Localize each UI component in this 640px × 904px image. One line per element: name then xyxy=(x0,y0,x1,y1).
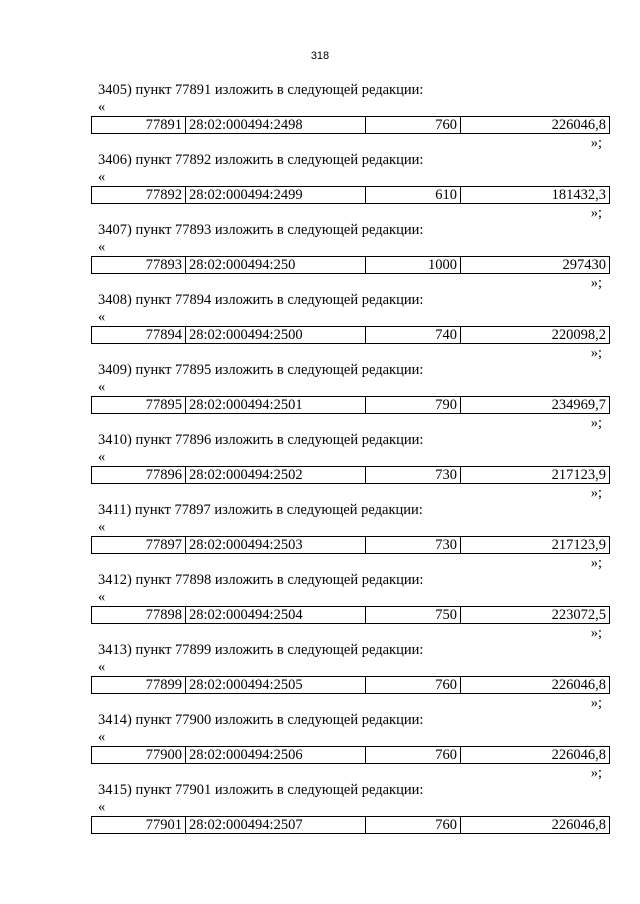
amendment-instruction: 3405) пункт 77891 изложить в следующей редакции: xyxy=(98,82,424,98)
table-row xyxy=(91,816,610,834)
cadastral-number-cell: 28:02:000494:2498 xyxy=(186,117,366,133)
table-row xyxy=(91,746,610,764)
item-number-cell: 77896 xyxy=(92,467,186,483)
opening-quote: « xyxy=(98,99,106,115)
amendment-entry xyxy=(0,81,640,151)
table-row xyxy=(91,536,610,554)
table-row xyxy=(91,606,610,624)
item-number-cell: 77901 xyxy=(92,817,186,833)
item-number-cell: 77892 xyxy=(92,187,186,203)
amendment-entry xyxy=(0,641,640,711)
amendment-instruction: 3415) пункт 77901 изложить в следующей редакции: xyxy=(98,782,424,798)
amendment-instruction: 3408) пункт 77894 изложить в следующей редакции: xyxy=(98,292,424,308)
value-cell: 217123,9 xyxy=(551,467,606,483)
item-number-cell: 77899 xyxy=(92,677,186,693)
closing-quote: »; xyxy=(590,345,602,361)
value-cell: 181432,3 xyxy=(551,187,606,203)
amendment-instruction: 3410) пункт 77896 изложить в следующей редакции: xyxy=(98,432,424,448)
amendment-entry xyxy=(0,151,640,221)
closing-quote: »; xyxy=(590,415,602,431)
cadastral-number-cell: 28:02:000494:2507 xyxy=(186,817,366,833)
value-cell: 226046,8 xyxy=(551,117,606,133)
cadastral-number-cell: 28:02:000494:2506 xyxy=(186,747,366,763)
amendment-entry xyxy=(0,431,640,501)
opening-quote: « xyxy=(98,799,106,815)
cadastral-number-cell: 28:02:000494:2499 xyxy=(186,187,366,203)
table-row xyxy=(91,676,610,694)
table-row xyxy=(91,256,610,274)
area-cell: 740 xyxy=(366,327,461,343)
table-row xyxy=(91,396,610,414)
value-cell: 234969,7 xyxy=(551,397,606,413)
table-row xyxy=(91,116,610,134)
page-number: 318 xyxy=(310,50,330,62)
item-number-cell: 77900 xyxy=(92,747,186,763)
value-cell: 217123,9 xyxy=(551,537,606,553)
amendment-entry xyxy=(0,501,640,571)
item-number-cell: 77894 xyxy=(92,327,186,343)
cadastral-number-cell: 28:02:000494:2505 xyxy=(186,677,366,693)
opening-quote: « xyxy=(98,449,106,465)
value-cell: 220098,2 xyxy=(551,327,606,343)
opening-quote: « xyxy=(98,379,106,395)
value-cell: 223072,5 xyxy=(551,607,606,623)
area-cell: 730 xyxy=(366,467,461,483)
cadastral-number-cell: 28:02:000494:2504 xyxy=(186,607,366,623)
area-cell: 760 xyxy=(366,117,461,133)
area-cell: 610 xyxy=(366,187,461,203)
opening-quote: « xyxy=(98,239,106,255)
amendment-entry xyxy=(0,571,640,641)
cadastral-number-cell: 28:02:000494:2502 xyxy=(186,467,366,483)
value-cell: 226046,8 xyxy=(551,817,606,833)
closing-quote: »; xyxy=(590,625,602,641)
amendment-instruction: 3414) пункт 77900 изложить в следующей редакции: xyxy=(98,712,424,728)
amendment-instruction: 3413) пункт 77899 изложить в следующей редакции: xyxy=(98,642,424,658)
area-cell: 790 xyxy=(366,397,461,413)
closing-quote: »; xyxy=(590,765,602,781)
area-cell: 760 xyxy=(366,817,461,833)
amendment-instruction: 3409) пункт 77895 изложить в следующей редакции: xyxy=(98,362,424,378)
closing-quote: »; xyxy=(590,205,602,221)
opening-quote: « xyxy=(98,659,106,675)
item-number-cell: 77891 xyxy=(92,117,186,133)
area-cell: 730 xyxy=(366,537,461,553)
cadastral-number-cell: 28:02:000494:2503 xyxy=(186,537,366,553)
opening-quote: « xyxy=(98,519,106,535)
cadastral-number-cell: 28:02:000494:2500 xyxy=(186,327,366,343)
cadastral-number-cell: 28:02:000494:250 xyxy=(186,257,366,273)
amendment-instruction: 3411) пункт 77897 изложить в следующей редакции: xyxy=(98,502,423,518)
opening-quote: « xyxy=(98,589,106,605)
amendment-entry xyxy=(0,781,640,851)
table-row xyxy=(91,186,610,204)
amendment-entry xyxy=(0,361,640,431)
item-number-cell: 77893 xyxy=(92,257,186,273)
amendment-entry xyxy=(0,711,640,781)
item-number-cell: 77898 xyxy=(92,607,186,623)
amendment-instruction: 3406) пункт 77892 изложить в следующей редакции: xyxy=(98,152,424,168)
amendment-entry xyxy=(0,221,640,291)
value-cell: 226046,8 xyxy=(551,677,606,693)
closing-quote: »; xyxy=(590,275,602,291)
opening-quote: « xyxy=(98,309,106,325)
table-row xyxy=(91,466,610,484)
item-number-cell: 77895 xyxy=(92,397,186,413)
opening-quote: « xyxy=(98,169,106,185)
value-cell: 297430 xyxy=(562,257,606,273)
closing-quote: »; xyxy=(590,485,602,501)
area-cell: 760 xyxy=(366,677,461,693)
amendment-instruction: 3407) пункт 77893 изложить в следующей редакции: xyxy=(98,222,424,238)
closing-quote: »; xyxy=(590,135,602,151)
closing-quote: »; xyxy=(590,555,602,571)
amendment-instruction: 3412) пункт 77898 изложить в следующей редакции: xyxy=(98,572,424,588)
amendment-list xyxy=(0,81,640,851)
closing-quote: »; xyxy=(590,695,602,711)
area-cell: 760 xyxy=(366,747,461,763)
value-cell: 226046,8 xyxy=(551,747,606,763)
area-cell: 750 xyxy=(366,607,461,623)
table-row xyxy=(91,326,610,344)
area-cell: 1000 xyxy=(366,257,461,273)
opening-quote: « xyxy=(98,729,106,745)
item-number-cell: 77897 xyxy=(92,537,186,553)
amendment-entry xyxy=(0,291,640,361)
cadastral-number-cell: 28:02:000494:2501 xyxy=(186,397,366,413)
